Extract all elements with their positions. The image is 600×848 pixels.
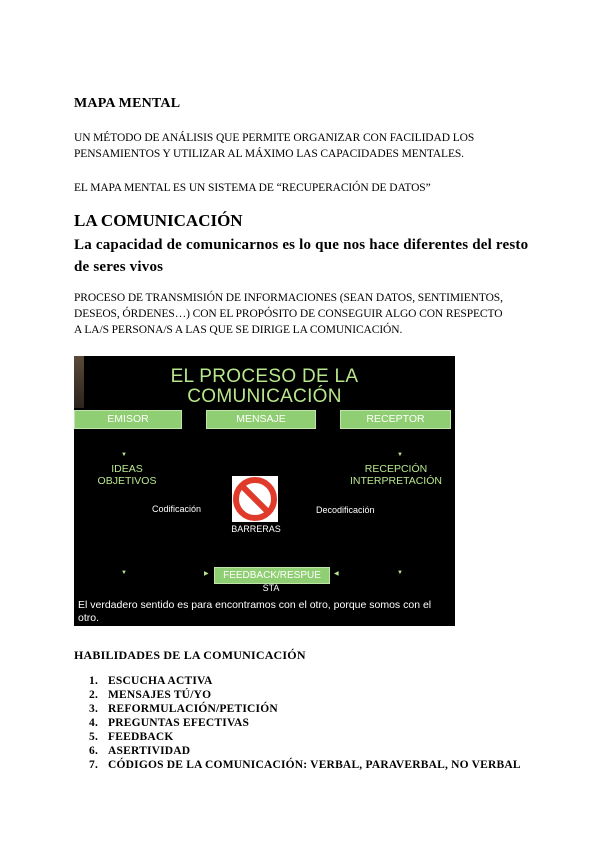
list-item: 4. PREGUNTAS EFECTIVAS bbox=[89, 717, 250, 729]
comunicacion-paragraph-line-2: DESEOS, ÓRDENES…) CON EL PROPÓSITO DE CONSEGUIR ALGO CON RESPECTO bbox=[74, 308, 503, 320]
comunicacion-paragraph-line-3: A LA/S PERSONA/S A LAS QUE SE DIRIGE LA COMUNICACIÓN. bbox=[74, 324, 403, 336]
mensaje-box: MENSAJE bbox=[206, 410, 316, 429]
list-item: 7. CÓDIGOS DE LA COMUNICACIÓN: VERBAL, PARAVERBAL, NO VERBAL bbox=[89, 759, 521, 771]
arrow-down-icon: ▼ bbox=[397, 452, 403, 458]
list-item: 1. ESCUCHA ACTIVA bbox=[89, 675, 213, 687]
mapa-mental-heading: MAPA MENTAL bbox=[74, 96, 181, 111]
recepcion-label: RECEPCIÓN bbox=[364, 463, 428, 475]
comunicacion-subtitle-line-1: La capacidad de comunicarnos es lo que nos hace diferentes del resto bbox=[74, 237, 529, 253]
barreras-label: BARRERAS bbox=[231, 524, 281, 534]
slide-title-line-2: COMUNICACIÓN bbox=[187, 386, 342, 407]
comunicacion-heading: LA COMUNICACIÓN bbox=[74, 211, 243, 230]
arrow-right-icon: ▶ bbox=[204, 571, 209, 577]
comunicacion-paragraph-line-1: PROCESO DE TRANSMISIÓN DE INFORMACIONES (SEAN DATOS, SENTIMIENTOS, bbox=[74, 292, 503, 304]
arrow-left-icon: ◀ bbox=[334, 571, 339, 577]
arrow-down-icon: ▼ bbox=[397, 570, 403, 576]
arrow-down-icon: ▼ bbox=[121, 452, 127, 458]
ideas-label: IDEAS bbox=[111, 463, 143, 475]
emisor-box: EMISOR bbox=[74, 410, 182, 429]
list-item: 5. FEEDBACK bbox=[89, 731, 174, 743]
communication-process-slide bbox=[74, 356, 455, 626]
slide-title-line-1: EL PROCESO DE LA bbox=[170, 366, 359, 387]
slide-caption-line-2: otro. bbox=[78, 612, 100, 624]
receptor-box: RECEPTOR bbox=[340, 410, 451, 429]
list-item: 2. MENSAJES TÚ/YO bbox=[89, 689, 212, 701]
objetivos-label: OBJETIVOS bbox=[97, 475, 157, 487]
interpretacion-label: INTERPRETACIÓN bbox=[350, 475, 442, 487]
habilidades-heading: HABILIDADES DE LA COMUNICACIÓN bbox=[74, 648, 306, 662]
decodificacion-label: Decodificación bbox=[316, 505, 375, 515]
mapa-mental-definition-line-1: UN MÉTODO DE ANÁLISIS QUE PERMITE ORGANIZAR CON FACILIDAD LOS bbox=[74, 132, 475, 144]
feedback-box-overflow: STA bbox=[262, 583, 280, 593]
habilidades-list bbox=[89, 674, 521, 772]
mapa-mental-definition-line-2: PENSAMIENTOS Y UTILIZAR AL MÁXIMO LAS CAPACIDADES MENTALES. bbox=[74, 148, 464, 160]
list-item: 3. REFORMULACIÓN/PETICIÓN bbox=[89, 703, 278, 715]
feedback-box: FEEDBACK/RESPUE bbox=[214, 567, 330, 584]
comunicacion-subtitle-line-2: de seres vivos bbox=[74, 259, 164, 275]
codificacion-label: Codificación bbox=[152, 504, 202, 514]
list-item: 6. ASERTIVIDAD bbox=[89, 745, 191, 757]
slide-caption-line-1: El verdadero sentido es para encontramos con el otro, porque somos con el bbox=[78, 599, 432, 611]
mapa-mental-system-text: EL MAPA MENTAL ES UN SISTEMA DE “RECUPERACIÓN DE DATOS” bbox=[74, 182, 431, 194]
prohibition-sign-icon bbox=[232, 476, 278, 522]
arrow-down-icon: ▼ bbox=[121, 570, 127, 576]
slide-caption bbox=[78, 599, 452, 625]
